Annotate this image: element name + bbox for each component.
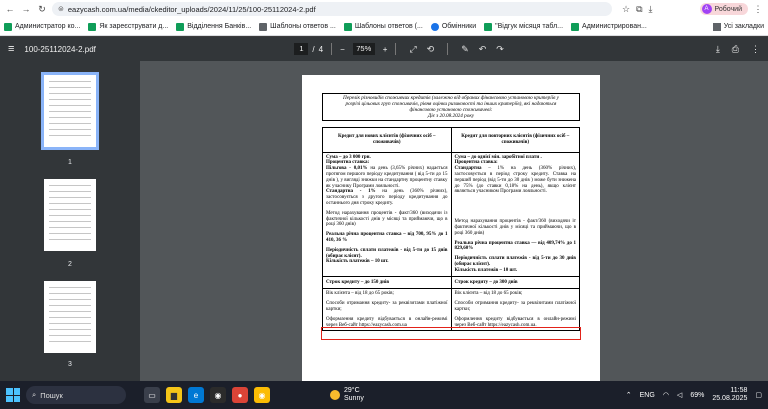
bookmark-folder-icon	[259, 23, 267, 31]
left-pay: Способи отримання кредиту- за реквізитами платіжної картки;	[326, 301, 448, 312]
profile-button[interactable]	[700, 3, 748, 15]
profile-avatar: А	[702, 4, 712, 14]
download-icon[interactable]: ⤓	[648, 3, 653, 14]
download-icon[interactable]: ⤓	[715, 43, 720, 54]
file-explorer-icon[interactable]: ▆	[166, 387, 182, 403]
bookmark-item[interactable]: Як зареєструвати д...	[88, 23, 168, 31]
profile-name: Робочий	[714, 5, 742, 13]
back-icon[interactable]: ←	[5, 4, 15, 14]
pdf-right-tools	[716, 44, 760, 55]
address-bar[interactable]	[52, 2, 612, 16]
app-icon[interactable]: ●	[232, 387, 248, 403]
intro-line: фінансовою установою споживачеві:	[409, 107, 493, 114]
language-indicator[interactable]: ENG	[639, 391, 655, 399]
bookmark-plus-icon	[344, 23, 352, 31]
bookmark-plus-icon	[88, 23, 96, 31]
search-icon: ⌕	[32, 390, 37, 399]
left-rate-preferential-label: Пільгова - 0,01%	[326, 166, 368, 172]
bookmark-star-icon[interactable]: ☆	[622, 3, 631, 14]
menu-icon[interactable]: ≡	[8, 43, 15, 55]
right-sum: Сума – до однієї мін. заробітної плати .	[454, 154, 542, 160]
taskbar-apps	[144, 387, 270, 403]
right-method: Метод нарахування процентів - факт/360 (виходячи іт фактичної кількості днів у місяці та приймаючи, що в році 360 днів)	[454, 219, 576, 236]
zoom-input[interactable]: 75%	[353, 43, 375, 55]
extensions-icon[interactable]: ⧉	[636, 3, 643, 14]
bookmark-item[interactable]: Администратор ко...	[4, 23, 80, 31]
browser-address-row	[0, 0, 768, 18]
left-rate-title: Процентна ставка:	[326, 160, 370, 166]
left-sum: Сума – до 3 000 грн.	[326, 154, 371, 160]
right-count: Кількість платежів – 10 шт.	[454, 267, 518, 273]
left-age: Вік клієнта – від 18 до 65 років;	[326, 291, 394, 297]
volume-icon[interactable]: ◁	[676, 392, 683, 399]
pdf-filename: 100-25112024-2.pdf	[24, 44, 96, 54]
left-term: Строк кредиту – до 150 днів	[323, 276, 452, 289]
intro-date: Діє з 20.08.2024 року	[427, 113, 475, 120]
site-info-icon[interactable]: ⊜	[58, 6, 64, 13]
thumbnail-page-3[interactable]	[44, 281, 96, 353]
thumbnail-page-2[interactable]	[44, 179, 96, 251]
toolbar-icons	[622, 4, 653, 15]
reload-icon[interactable]: ↻	[38, 3, 46, 14]
clock-time: 11:58	[730, 387, 748, 394]
bookmark-item[interactable]: Обмінники	[431, 23, 476, 31]
toolbar-divider	[447, 43, 448, 55]
term-highlight-box	[321, 327, 581, 340]
left-rate-standard-text: на день (360% річних), застосовується з другого періоду кредитування до останнього дня строку кредиту.	[326, 189, 448, 206]
right-rate-standard-label: Стандартна	[454, 166, 482, 172]
right-age: Вік клієнта – від 18 до 65 років;	[454, 291, 523, 297]
folder-icon	[713, 23, 721, 31]
right-pay: Способи отримання кредиту- за реквізитами платіжної картки;	[454, 301, 576, 312]
right-online: Оформлення кредиту відбувається в онлайн-режимі через Веб-сайт https://eazycash.com.ua.	[454, 316, 576, 328]
left-column-terms	[323, 152, 452, 276]
weather-temp: 29°C	[344, 387, 360, 394]
page-separator: /	[312, 44, 315, 54]
bookmarks-bar	[0, 18, 768, 36]
bookmark-item[interactable]: Администрирован...	[571, 23, 647, 31]
bookmark-item[interactable]: Відділення Банків...	[176, 23, 251, 31]
right-rate-standard	[455, 166, 577, 195]
all-bookmarks-button[interactable]: Усі закладки	[713, 23, 764, 31]
draw-icon[interactable]: ✎	[461, 43, 469, 54]
page-indicator	[294, 43, 323, 55]
bookmark-plus-icon	[484, 23, 492, 31]
battery-percent[interactable]: 69%	[690, 391, 705, 399]
windows-taskbar	[0, 381, 768, 409]
bookmark-item[interactable]: "Відгук місяця табл...	[484, 23, 563, 31]
chrome-profile-icon[interactable]: ◉	[254, 387, 270, 403]
right-real-rate: Реальна річна процентна ставка — від 409,74% до 1 829,60%	[454, 240, 576, 252]
clock-date: 25.08.2025	[712, 395, 748, 402]
thumbnail-label: 1	[68, 159, 72, 166]
fit-page-icon[interactable]: ⤢	[409, 43, 417, 54]
taskbar-search[interactable]	[26, 386, 126, 404]
thumbnail-sidebar	[0, 61, 140, 381]
right-column-terms	[451, 152, 580, 276]
address-url: eazycash.com.ua/media/ckeditor_uploads/2024/11/25/100-25112024-2.pdf	[67, 4, 316, 14]
wifi-icon[interactable]: ◠	[662, 392, 669, 399]
task-view-icon[interactable]: ▭	[144, 387, 160, 403]
bookmark-plus-icon	[571, 23, 579, 31]
bookmark-item[interactable]: Шаблоны ответов (...	[344, 23, 423, 31]
pdf-page	[302, 75, 600, 405]
windows-start-icon[interactable]	[6, 388, 20, 402]
search-placeholder: Пошук	[40, 390, 63, 400]
credit-terms-table	[322, 127, 580, 331]
toolbar-divider	[331, 43, 332, 55]
left-rate-preferential-text: на день (3,65% річних) надається протягом першого періоду кредитування ( від 5-ти до 15 днів ), у вигляді знижки на стандартну процентну ставку як учаснику Програми лояльності.	[326, 166, 448, 189]
left-online: Оформлення кредиту відбувається в онлайн-режимі через Веб-сайт https://eazycash.com.ua	[326, 316, 448, 328]
clock[interactable]	[712, 387, 747, 403]
system-tray	[626, 387, 762, 403]
notifications-icon[interactable]: ▢	[755, 392, 762, 399]
thumbnail-page-1[interactable]	[44, 75, 96, 147]
chevron-up-icon[interactable]: ⌃	[625, 392, 632, 399]
document-intro	[322, 93, 580, 121]
right-term: Строк кредиту – до 300 днів	[451, 276, 580, 289]
rotate-icon[interactable]: ⟲	[426, 43, 435, 54]
more-options-icon[interactable]: ⋮	[751, 43, 760, 54]
left-method: Метод нарахування процентів - факт/360 (виходячи із фактичної кількості днів у місяці та приймаючи, що в році 360 днів)	[326, 210, 448, 228]
right-column-header: Кредит для повторних клієнтів (фізичних осіб – споживачів)	[451, 128, 580, 153]
left-conditions	[323, 289, 452, 331]
intro-line: розрізі цільових груп споживачів, рівня оцінки ризиковості та інших критеріїв), які надаються	[345, 101, 557, 108]
edge-icon[interactable]: e	[188, 387, 204, 403]
bookmark-plus-icon	[4, 23, 12, 31]
toolbar-divider	[395, 43, 396, 55]
right-rate-standard-text: – 1% на день (360% річних), застосовується в період строку кредиту. Ставка на перший період (від 5-ти до 30 днів ) може бути знижена до 75% (до ставки 0,18% на день), якщо клієнт являється учасником Програми лояльності.	[454, 166, 576, 195]
print-icon[interactable]: ⎙	[731, 43, 739, 54]
right-rate-title: Процентна ставка:	[454, 160, 498, 166]
left-rate-standard-label: Стандартна - 1%	[326, 189, 376, 195]
zoom-in-icon[interactable]: +	[382, 44, 388, 54]
weather-desc: Sunny	[344, 395, 364, 402]
bookmark-globe-icon	[431, 23, 439, 31]
pdf-toolbar	[0, 37, 768, 61]
page-total: 4	[318, 44, 324, 54]
right-conditions	[451, 289, 580, 331]
weather-widget[interactable]	[330, 387, 364, 403]
left-column-header: Кредит для нових клієнтів (фізичних осіб – споживачів)	[323, 128, 452, 153]
right-period: Періодичність сплати платежів - від 5-ти до 30 днів (обирає клієнт).	[454, 256, 576, 267]
zoom-controls	[340, 43, 387, 55]
sun-icon	[330, 390, 340, 400]
thumbnail-label: 3	[68, 361, 72, 368]
thumbnail-label: 2	[68, 261, 72, 268]
browser-menu-icon[interactable]: ⋮	[753, 3, 763, 14]
page-number-input[interactable]: 1	[294, 43, 308, 55]
bookmark-plus-icon	[176, 23, 184, 31]
undo-icon[interactable]: ↶	[478, 43, 487, 54]
left-rate-preferential	[326, 166, 448, 189]
intro-line: Перелік різновидів споживчих кредитів (залежно від обраних фінансовою установою критеріїв у	[343, 95, 559, 101]
left-count: Кількість платежів – 10 шт.	[326, 259, 389, 265]
left-rate-standard	[326, 189, 448, 206]
redo-icon[interactable]: ↷	[496, 43, 504, 54]
left-period: Періодичність сплати платежів - від 5-ти до 15 днів (обирає клієнт).	[326, 247, 448, 259]
chrome-icon[interactable]: ◉	[210, 387, 226, 403]
left-real-rate: Реальна річна процентна ставка – від 700, 95% до 1 410, 36 %	[326, 232, 448, 243]
pdf-viewer[interactable]	[140, 61, 768, 381]
weather-text	[344, 387, 364, 403]
zoom-out-icon[interactable]: −	[340, 44, 345, 54]
forward-icon[interactable]: →	[21, 4, 31, 14]
bookmark-item[interactable]: Шаблоны ответов ...	[259, 23, 336, 31]
